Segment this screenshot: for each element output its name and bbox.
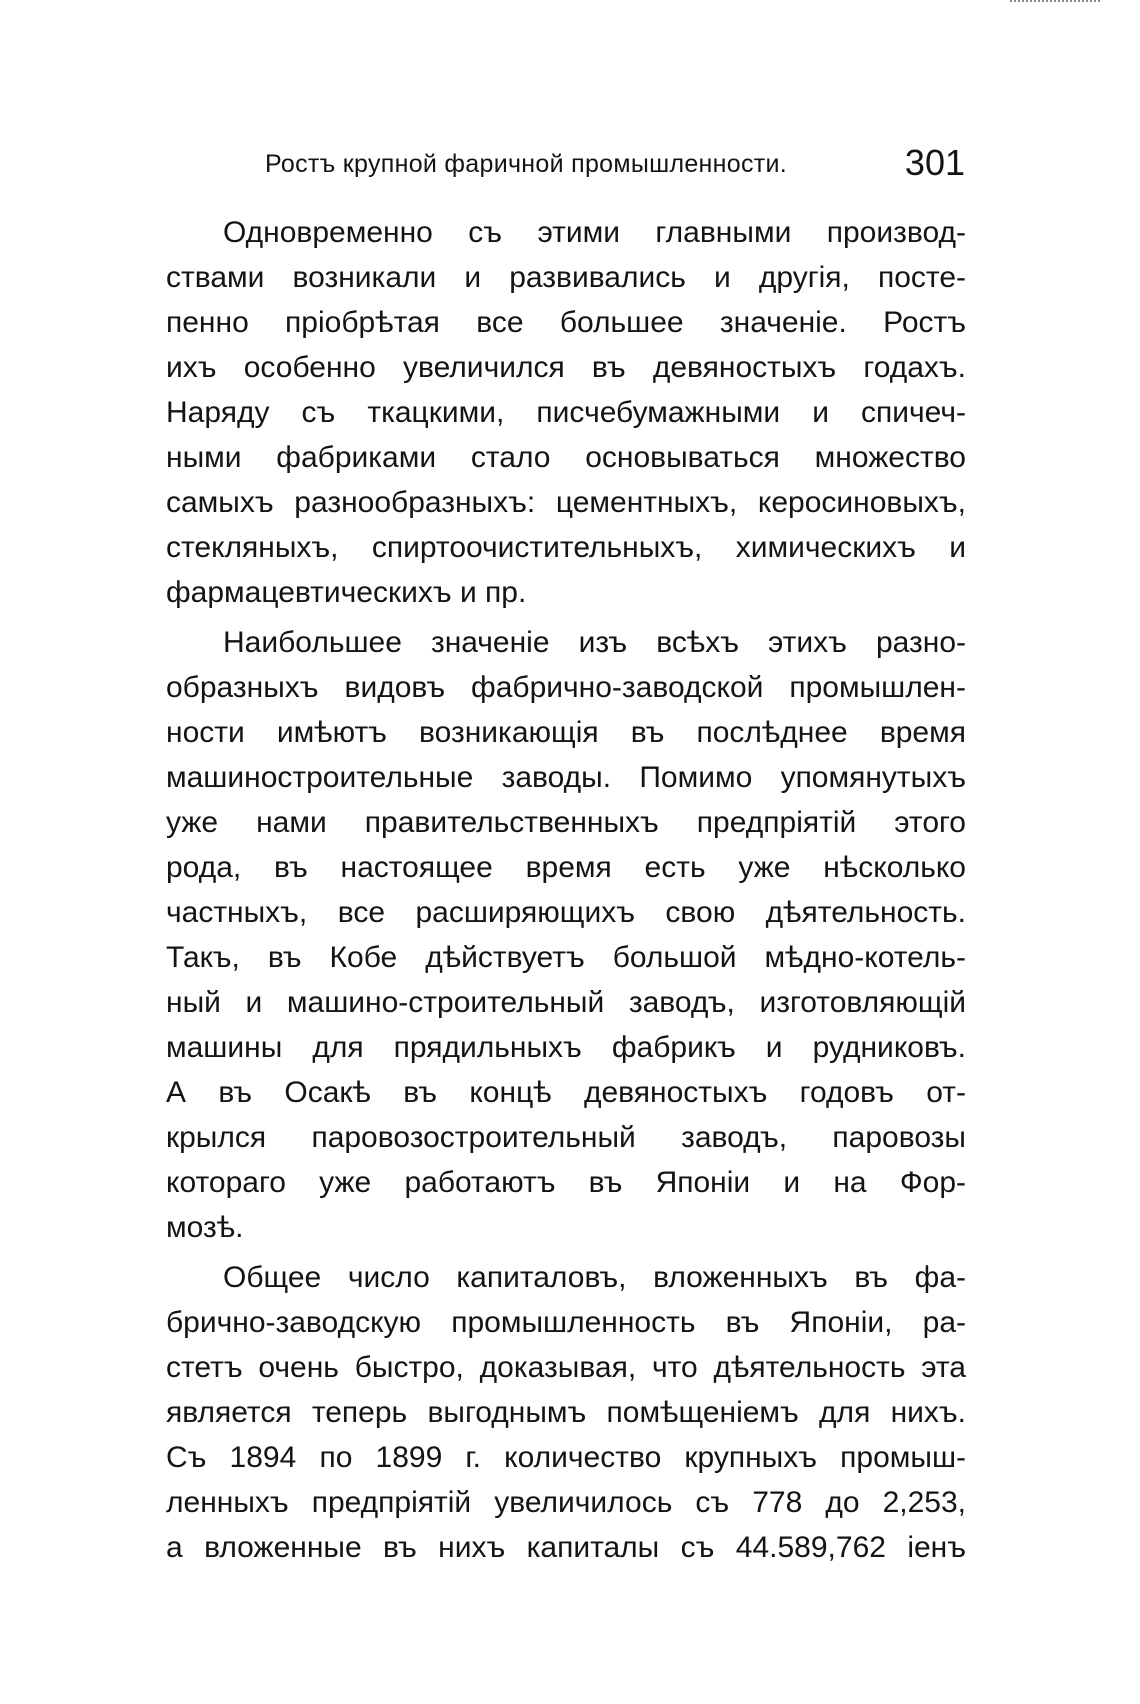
paragraph-3 (166, 1255, 966, 1570)
text-line: частныхъ, все расширяющихъ свою дѣятельность. (166, 896, 966, 929)
text-line: А въ Осакѣ въ концѣ девяностыхъ годовъ от- (166, 1076, 966, 1109)
text-line: брично-заводскую промышленность въ Японіи, ра- (166, 1306, 966, 1339)
body-text (166, 210, 966, 1570)
running-title: Ростъ крупной фаричной промышленности. (265, 150, 788, 178)
text-line: ствами возникали и развивались и другія, посте- (166, 261, 966, 294)
page-number: 301 (904, 142, 965, 183)
text-line: образныхъ видовъ фабрично-заводской промышлен- (166, 671, 966, 704)
paragraph-2 (166, 620, 966, 1250)
text-line: ными фабриками стало основываться множество (166, 441, 966, 474)
text-line: является теперь выгоднымъ помѣщеніемъ для нихъ. (166, 1396, 966, 1429)
text-line: Наряду съ ткацкими, писчебумажными и спичеч- (166, 396, 966, 429)
text-line: Съ 1894 по 1899 г. количество крупныхъ промыш- (166, 1441, 966, 1474)
text-line: пенно пріобрѣтая все большее значеніе. Ростъ (166, 306, 966, 339)
text-line: мозѣ. (166, 1211, 244, 1244)
text-line: котораго уже работаютъ въ Японіи и на Фор- (166, 1166, 966, 1199)
text-line: а вложенные въ нихъ капиталы съ 44.589,762 іенъ (166, 1531, 966, 1564)
text-line: машиностроительные заводы. Помимо упомянутыхъ (166, 761, 966, 794)
text-line: самыхъ разнообразныхъ: цементныхъ, керосиновыхъ, (166, 486, 966, 519)
text-line: ихъ особенно увеличился въ девяностыхъ годахъ. (166, 351, 966, 384)
text-line: рода, въ настоящее время есть уже нѣсколько (166, 851, 966, 884)
text-line: ленныхъ предпріятій увеличилось съ 778 до 2,253, (166, 1486, 966, 1519)
text-line: машины для прядильныхъ фабрикъ и рудниковъ. (166, 1031, 966, 1064)
page-header (265, 142, 965, 192)
text-line: Одновременно съ этими главными производ- (223, 216, 966, 249)
text-line: Такъ, въ Кобе дѣйствуетъ большой мѣдно-котель- (166, 941, 966, 974)
scan-edge-mark (1010, 0, 1100, 6)
text-line: Общее число капиталовъ, вложенныхъ въ фа- (223, 1261, 966, 1294)
text-line: стекляныхъ, спиртоочистительныхъ, химическихъ и (166, 531, 966, 564)
paragraph-1 (166, 210, 966, 615)
text-line: ности имѣютъ возникающія въ послѣднее время (166, 716, 966, 749)
text-line: ный и машино-строительный заводъ, изготовляющій (166, 986, 966, 1019)
text-line: уже нами правительственныхъ предпріятій этого (166, 806, 966, 839)
text-line: крылся паровозостроительный заводъ, паровозы (166, 1121, 966, 1154)
text-line: стетъ очень быстро, доказывая, что дѣятельность эта (166, 1351, 966, 1384)
text-line: фармацевтическихъ и пр. (166, 576, 527, 609)
text-line: Наибольшее значеніе изъ всѣхъ этихъ разно- (223, 626, 966, 659)
